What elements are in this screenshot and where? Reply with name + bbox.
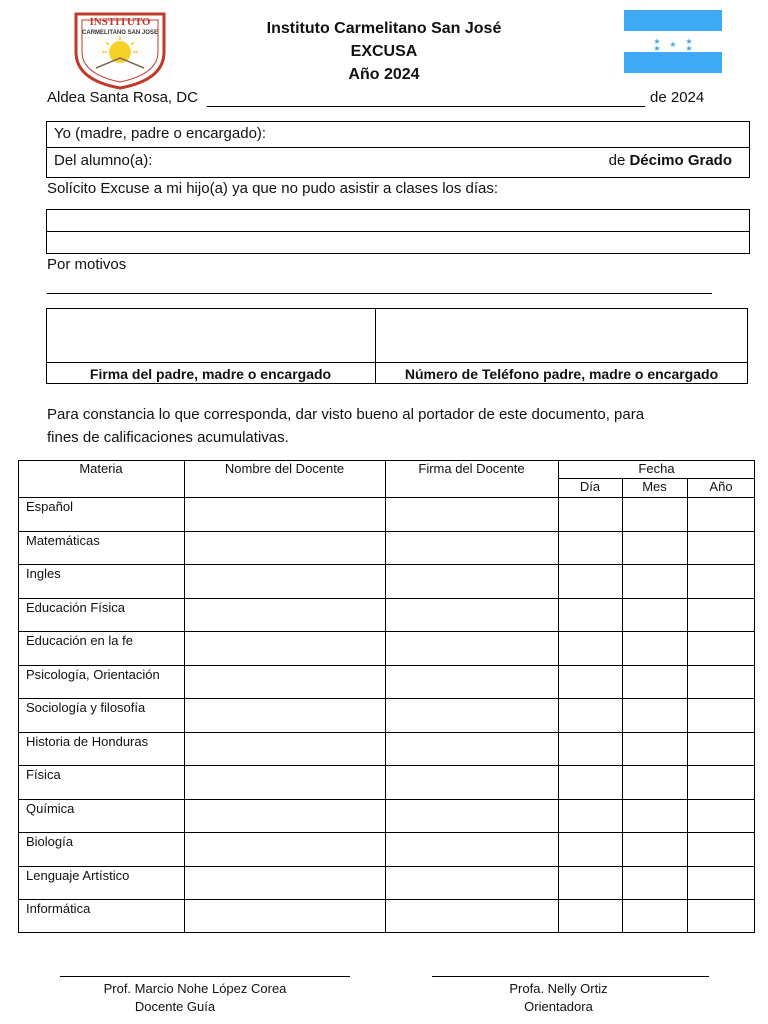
table-cell-field[interactable]	[184, 866, 385, 900]
document-title: EXCUSA	[350, 43, 418, 60]
school-name: Instituto Carmelitano San José	[266, 20, 502, 37]
motivos-label: Por motivos	[47, 256, 127, 273]
table-col-divider	[687, 478, 688, 933]
subject-name: Matemáticas	[26, 532, 100, 548]
table-cell-field[interactable]	[622, 665, 687, 699]
table-cell-field[interactable]	[558, 598, 622, 632]
honduras-flag	[624, 10, 722, 73]
table-cell-field[interactable]	[184, 665, 385, 699]
subject-name: Física	[26, 767, 61, 782]
svg-text:★: ★	[653, 37, 661, 46]
motivos-line[interactable]	[47, 293, 712, 294]
subject-name: Psicología, Orientación	[26, 666, 160, 682]
parent-signature-label: Firma del padre, madre o encargado	[89, 366, 332, 382]
subject-name: Biología	[26, 834, 73, 849]
table-cell-field[interactable]	[184, 732, 385, 766]
table-cell-field[interactable]	[687, 799, 755, 833]
table-cell-field[interactable]	[687, 899, 755, 933]
header-mes: Mes	[642, 479, 667, 494]
table-cell-field[interactable]	[184, 631, 385, 665]
table-cell-field[interactable]	[622, 598, 687, 632]
left-signer-name: Prof. Marcio Nohe López Corea	[103, 981, 287, 996]
svg-text:★: ★	[669, 40, 677, 49]
table-cell-field[interactable]	[184, 531, 385, 565]
right-signature-line[interactable]	[432, 976, 709, 977]
table-row-divider	[18, 598, 755, 599]
table-cell-field[interactable]	[558, 899, 622, 933]
table-cell-field[interactable]	[622, 531, 687, 565]
table-cell-field[interactable]	[558, 497, 622, 531]
table-row-divider	[18, 866, 755, 867]
header-firma: Firma del Docente	[418, 461, 525, 476]
table-cell-field[interactable]	[687, 732, 755, 766]
table-cell-field[interactable]	[385, 665, 558, 699]
table-row-divider	[18, 698, 755, 699]
table-row-divider	[18, 732, 755, 733]
left-signature-line[interactable]	[60, 976, 350, 977]
header-dia: Día	[579, 479, 601, 494]
table-cell-field[interactable]	[385, 497, 558, 531]
table-cell-field[interactable]	[622, 732, 687, 766]
request-text: Solícito Excuse a mi hijo(a) ya que no pudo asistir a clases los días:	[47, 180, 499, 197]
header-anio: Año	[709, 479, 733, 494]
constancia-line-1: Para constancia lo que corresponda, dar visto bueno al portador de este documento, para	[47, 406, 645, 423]
days-box-divider	[46, 231, 750, 232]
table-cell-field[interactable]	[558, 799, 622, 833]
header-fecha: Fecha	[638, 461, 675, 476]
subject-name: Ingles	[26, 566, 61, 581]
table-cell-field[interactable]	[622, 899, 687, 933]
table-cell-field[interactable]	[622, 832, 687, 866]
table-cell-field[interactable]	[687, 564, 755, 598]
table-cell-field[interactable]	[687, 698, 755, 732]
table-cell-field[interactable]	[687, 598, 755, 632]
table-row-divider	[18, 531, 755, 532]
table-cell-field[interactable]	[184, 598, 385, 632]
table-cell-field[interactable]	[687, 631, 755, 665]
table-col-divider	[385, 460, 386, 933]
document-year: Año 2024	[348, 66, 420, 83]
table-cell-field[interactable]	[558, 832, 622, 866]
svg-text:★: ★	[685, 44, 693, 53]
table-cell-field[interactable]	[385, 799, 558, 833]
student-name-field[interactable]: Del alumno(a):	[54, 152, 153, 169]
table-cell-field[interactable]	[687, 832, 755, 866]
table-border	[18, 460, 755, 933]
table-cell-field[interactable]	[687, 665, 755, 699]
table-cell-field[interactable]	[385, 732, 558, 766]
grade-value: Décimo Grado	[629, 152, 732, 169]
table-cell-field[interactable]	[622, 564, 687, 598]
logo-text-bottom: CARMELITANO SAN JOSE	[82, 30, 158, 36]
table-cell-field[interactable]	[622, 698, 687, 732]
table-cell-field[interactable]	[558, 866, 622, 900]
table-cell-field[interactable]	[385, 765, 558, 799]
table-cell-field[interactable]	[184, 698, 385, 732]
table-cell-field[interactable]	[558, 631, 622, 665]
table-cell-field[interactable]	[558, 665, 622, 699]
table-row-divider	[18, 765, 755, 766]
table-cell-field[interactable]	[184, 497, 385, 531]
table-cell-field[interactable]	[558, 765, 622, 799]
table-col-divider	[558, 460, 559, 933]
subject-name: Educación Física	[26, 599, 125, 615]
parent-box-divider	[46, 147, 750, 148]
table-cell-field[interactable]	[558, 531, 622, 565]
table-cell-field[interactable]	[385, 866, 558, 900]
table-row-divider	[18, 799, 755, 800]
table-row-divider	[18, 832, 755, 833]
table-cell-field[interactable]	[622, 631, 687, 665]
parent-phone-label: Número de Teléfono padre, madre o encargado	[404, 366, 719, 382]
parent-name-field[interactable]: Yo (madre, padre o encargado):	[54, 125, 267, 142]
table-col-divider	[622, 478, 623, 933]
place-label: Aldea Santa Rosa, DC	[47, 89, 198, 106]
subject-name: Español	[26, 499, 73, 514]
table-cell-field[interactable]	[385, 899, 558, 933]
place-year-label: de 2024	[650, 89, 705, 106]
grade-field	[609, 152, 732, 169]
table-cell-field[interactable]	[558, 732, 622, 766]
table-cell-field[interactable]	[184, 799, 385, 833]
signature-box-hline	[46, 362, 748, 363]
subject-name: Educación en la fe	[26, 633, 133, 648]
table-cell-field[interactable]	[385, 564, 558, 598]
table-cell-field[interactable]	[385, 598, 558, 632]
table-cell-field[interactable]	[385, 832, 558, 866]
table-cell-field[interactable]	[558, 564, 622, 598]
place-date-line[interactable]	[207, 106, 645, 107]
subject-name: Química	[26, 800, 75, 816]
table-cell-field[interactable]	[385, 698, 558, 732]
table-cell-field[interactable]	[385, 631, 558, 665]
table-cell-field[interactable]	[558, 698, 622, 732]
logo-text-top: INSTITUTO	[89, 16, 151, 28]
honduras-flag-icon	[624, 10, 722, 73]
table-header-divider	[18, 497, 755, 498]
table-cell-field[interactable]	[184, 564, 385, 598]
svg-text:★: ★	[685, 37, 693, 46]
table-row-divider	[18, 899, 755, 900]
constancia-line-2: fines de calificaciones acumulativas.	[47, 429, 289, 446]
table-row-divider	[18, 665, 755, 666]
header-materia: Materia	[79, 461, 123, 476]
subject-name: Informática	[26, 901, 91, 916]
table-cell-field[interactable]	[385, 531, 558, 565]
right-signer-role: Orientadora	[524, 999, 593, 1014]
table-cell-field[interactable]	[687, 765, 755, 799]
subject-name: Lenguaje Artístico	[26, 867, 130, 883]
grade-prefix: de	[608, 152, 626, 169]
table-cell-field[interactable]	[184, 765, 385, 799]
left-signer-role: Docente Guía	[134, 999, 216, 1014]
table-cell-field[interactable]	[184, 832, 385, 866]
table-row-divider	[18, 564, 755, 565]
subject-name: Sociología y filosofía	[26, 700, 146, 715]
table-cell-field[interactable]	[622, 866, 687, 900]
table-cell-field[interactable]	[687, 866, 755, 900]
table-cell-field[interactable]	[687, 531, 755, 565]
table-cell-field[interactable]	[184, 899, 385, 933]
header-docente: Nombre del Docente	[224, 461, 345, 476]
svg-text:★: ★	[653, 44, 661, 53]
table-cell-field[interactable]	[687, 497, 755, 531]
subject-name: Historia de Honduras	[26, 733, 149, 749]
table-col-divider	[184, 460, 185, 933]
table-row-divider	[18, 631, 755, 632]
right-signer-name: Profa. Nelly Ortiz	[509, 981, 608, 996]
table-cell-field[interactable]	[622, 497, 687, 531]
table-cell-field[interactable]	[622, 765, 687, 799]
table-cell-field[interactable]	[622, 799, 687, 833]
table-fecha-divider	[558, 478, 755, 479]
